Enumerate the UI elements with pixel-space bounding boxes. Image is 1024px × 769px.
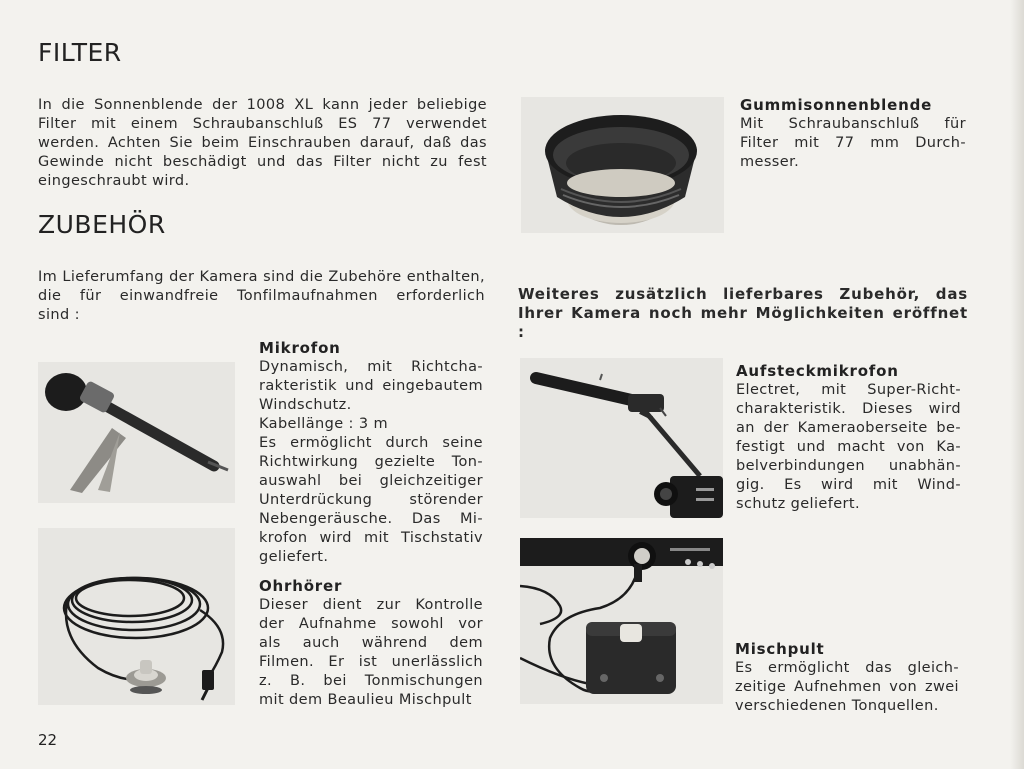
mikrofon-line: Unterdrückung störender <box>259 492 483 508</box>
microphone-photo <box>38 362 235 503</box>
filter-line: Gewinde nicht beschädigt und das Filter nicht zu fest <box>38 154 487 170</box>
ohrhoerer-line: der Aufnahme sowohl vor <box>259 616 483 632</box>
filter-line: werden. Achten Sie beim Einschrauben darauf, daß das <box>38 135 487 151</box>
page-edge-shadow <box>1010 0 1024 769</box>
page-number: 22 <box>38 731 58 749</box>
shotgun-mic-icon <box>520 358 723 518</box>
mischpult-line: zeitige Aufnehmen von zwei <box>735 679 959 695</box>
mischpult-line: verschiedenen Tonquellen. <box>735 698 939 714</box>
zubehoer-line: die für einwandfreie Tonfilmaufnahmen erforderlich <box>38 288 485 304</box>
zubehoer-line: sind : <box>38 307 80 323</box>
mikrofon-line: auswahl bei gleichzeitiger <box>259 473 483 489</box>
ohrhoerer-line: z. B. bei Tonmischungen <box>259 673 483 689</box>
earphone-icon <box>38 528 235 705</box>
ohrhoerer-line: Filmen. Er ist unerlässlich <box>259 654 483 670</box>
mikrofon-line: krofon wird mit Tischstativ <box>259 530 483 546</box>
ohrhoerer-line: Dieser dient zur Kontrolle <box>259 597 483 613</box>
earphone-photo <box>38 528 235 705</box>
mikrofon-line: Es ermöglicht durch seine <box>259 435 483 451</box>
mikrofon-line: Nebengeräusche. Das Mi- <box>259 511 483 527</box>
lens-hood-icon <box>521 97 724 233</box>
aufsteckmikrofon-line: gig. Es wird mit Wind- <box>736 477 961 493</box>
ohrhoerer-title: Ohrhörer <box>259 577 343 595</box>
aufsteckmikrofon-title: Aufsteckmikrofon <box>736 362 899 380</box>
aufsteckmikrofon-line: an der Kameraoberseite be- <box>736 420 961 436</box>
microphone-icon <box>38 362 235 503</box>
zubehoer-line: Im Lieferumfang der Kamera sind die Zubehöre enthalten, <box>38 269 485 285</box>
gummisonnenblende-line: Filter mit 77 mm Durch- <box>740 135 966 151</box>
aufsteckmikrofon-text <box>736 381 961 514</box>
aufsteckmikrofon-line: charakteristik. Dieses wird <box>736 401 961 417</box>
lens-hood-photo <box>521 97 724 233</box>
aufsteckmikrofon-line: Electret, mit Super-Richt- <box>736 382 961 398</box>
mikrofon-title: Mikrofon <box>259 339 341 357</box>
zubehoer-paragraph <box>38 268 485 325</box>
zubehoer-heading: ZUBEHÖR <box>38 210 166 239</box>
filter-line: Filter mit einem Schraubanschluß ES 77 verwendet <box>38 116 487 132</box>
shotgun-mic-photo <box>520 358 723 518</box>
mixer-icon <box>520 538 723 704</box>
gummisonnenblende-line: Mit Schraubanschluß für <box>740 116 966 132</box>
filter-line: In die Sonnenblende der 1008 XL kann jeder beliebige <box>38 97 487 113</box>
further-accessories-paragraph <box>518 285 968 342</box>
further-line: Weiteres zusätzlich lieferbares Zubehör, das <box>518 285 968 303</box>
mikrofon-line: geliefert. <box>259 549 329 565</box>
mischpult-title: Mischpult <box>735 640 825 658</box>
filter-heading: FILTER <box>38 38 122 67</box>
further-line: Ihrer Kamera noch mehr Möglichkeiten eröffnet : <box>518 304 968 341</box>
gummisonnenblende-text <box>740 115 966 172</box>
filter-paragraph <box>38 96 487 191</box>
mikrofon-line: Windschutz. <box>259 397 352 413</box>
mikrofon-line: Dynamisch, mit Richtcha- <box>259 359 483 375</box>
mischpult-text <box>735 659 959 716</box>
mikrofon-text <box>259 358 483 567</box>
ohrhoerer-line: mit dem Beaulieu Mischpult <box>259 692 472 708</box>
filter-line: eingeschraubt wird. <box>38 173 190 189</box>
mischpult-line: Es ermöglicht das gleich- <box>735 660 959 676</box>
aufsteckmikrofon-line: festigt und macht von Ka- <box>736 439 961 455</box>
aufsteckmikrofon-line: schutz geliefert. <box>736 496 860 512</box>
gummisonnenblende-line: messer. <box>740 154 800 170</box>
gummisonnenblende-title: Gummisonnenblende <box>740 96 933 114</box>
ohrhoerer-text <box>259 596 483 710</box>
mikrofon-line: rakteristik und eingebautem <box>259 378 483 394</box>
ohrhoerer-line: als auch während dem <box>259 635 483 651</box>
aufsteckmikrofon-line: belverbindungen unabhän- <box>736 458 961 474</box>
mikrofon-line: Kabellänge : 3 m <box>259 416 388 432</box>
mikrofon-line: Richtwirkung gezielte Ton- <box>259 454 483 470</box>
mixer-photo <box>520 538 723 704</box>
